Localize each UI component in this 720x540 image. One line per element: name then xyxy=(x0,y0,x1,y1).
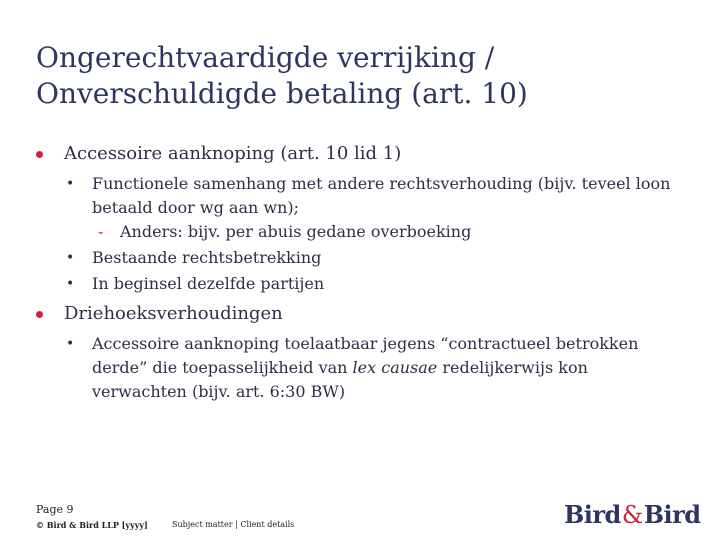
bullet-dot-icon xyxy=(36,151,43,158)
bullet-text: Bestaande rechtsbetrekking xyxy=(92,248,322,267)
logo-ampersand: & xyxy=(621,501,643,529)
sub-bullet-text: Anders: bijv. per abuis gedane overboeking xyxy=(120,222,472,241)
section-heading-text: Accessoire aanknoping (art. 10 lid 1) xyxy=(64,143,402,164)
logo-word-left: Bird xyxy=(564,500,621,529)
bullet-dot-icon xyxy=(36,311,43,318)
subject-details: Subject matter | Client details xyxy=(172,520,295,529)
bullet-item xyxy=(36,272,686,296)
section-heading-text: Driehoeksverhoudingen xyxy=(64,303,283,324)
slide-body xyxy=(36,142,686,404)
bullet-icon: • xyxy=(66,336,75,352)
section-heading-accessoire xyxy=(36,142,686,166)
bullet-text: In beginsel dezelfde partijen xyxy=(92,274,325,293)
bullet-text-pre: Accessoire aanknoping toelaatbaar jegens “contractueel betrokken derde” die toepasselijkheid van xyxy=(92,334,639,377)
bird-and-bird-logo xyxy=(564,500,701,529)
title-line-1: Ongerechtvaardigde verrijking / xyxy=(36,41,495,74)
sub-bullet-item xyxy=(36,220,686,244)
bullet-text-post: redelijkerwijs kon verwachten (bijv. art. 6:30 BW) xyxy=(92,358,588,401)
section-heading-driehoek xyxy=(36,302,686,326)
slide-title xyxy=(36,40,696,112)
logo-word-right: Bird xyxy=(643,500,701,529)
bullet-item xyxy=(36,172,686,220)
bullet-icon: • xyxy=(66,276,75,292)
bullet-text-italic: lex causae xyxy=(352,358,438,377)
bullet-icon: • xyxy=(66,250,75,266)
bullet-item xyxy=(36,332,686,404)
copyright-text: © Bird & Bird LLP [yyyy] xyxy=(36,520,148,530)
dash-icon: - xyxy=(98,222,104,241)
page-number: Page 9 xyxy=(36,503,74,516)
bullet-item xyxy=(36,246,686,270)
bullet-text: Functionele samenhang met andere rechtsverhouding (bijv. teveel loon betaald door wg aan wn); xyxy=(92,174,671,217)
title-line-2: Onverschuldigde betaling (art. 10) xyxy=(36,77,528,110)
bullet-icon: • xyxy=(66,176,75,192)
